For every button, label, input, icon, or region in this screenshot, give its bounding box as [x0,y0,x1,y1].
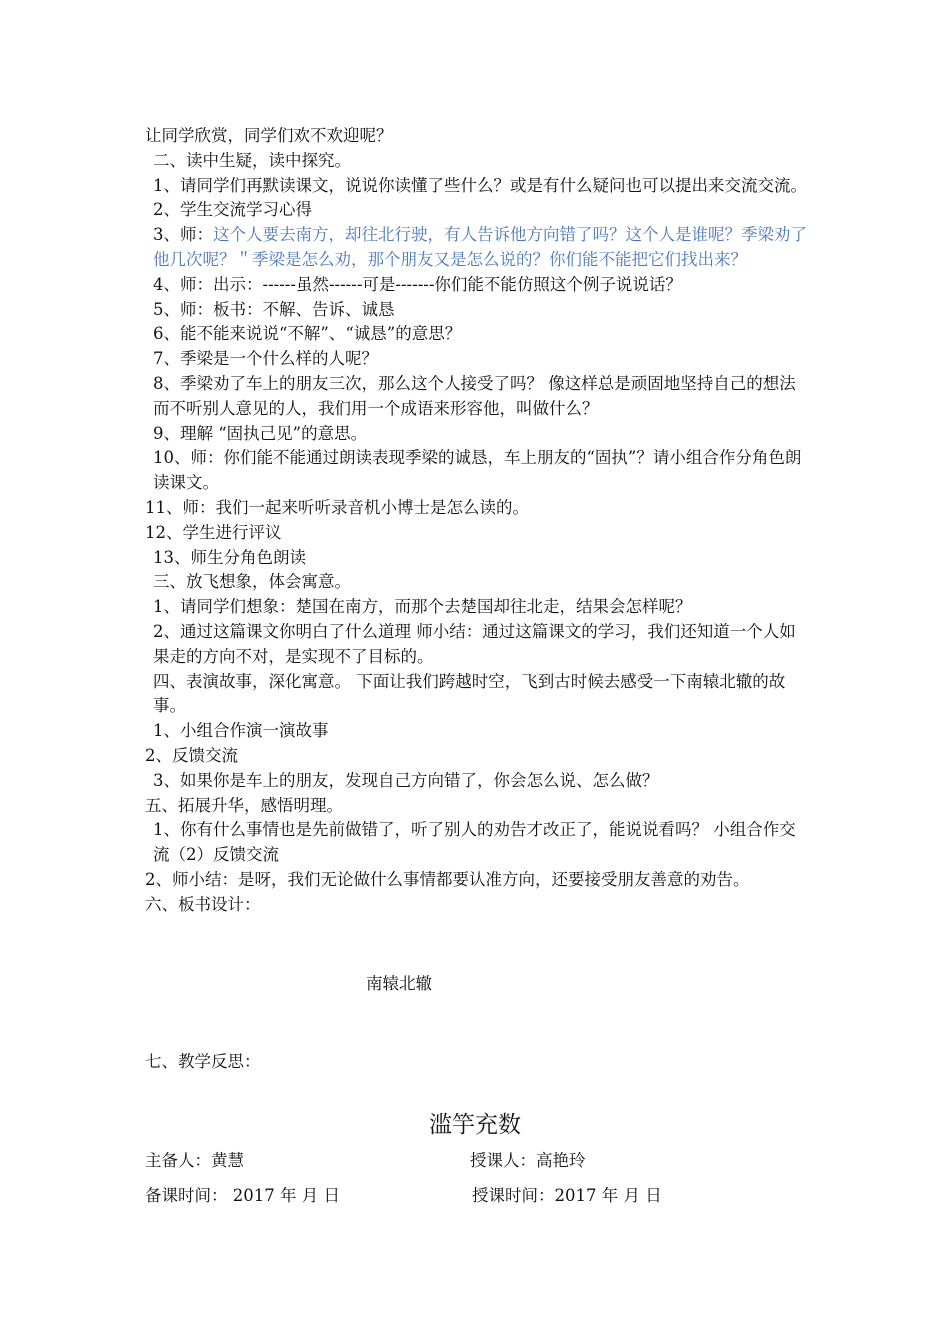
paragraph [145,769,810,794]
paragraph-text: 五、拓展升华，感悟明理。 [145,795,343,815]
paragraph [145,496,810,521]
highlighted-text: 这个人要去南方，却往北行驶，有人告诉他方向错了吗？这个人是谁呢？季梁劝了他几次呢？＂季梁是怎么劝，那个朋友又是怎么说的？你们能不能把它们找出来？ [153,225,807,269]
paragraph [145,298,810,323]
paragraph-text: 10、师：你们能不能通过朗读表现季梁的诚恳，车上朋友的“固执”？请小组合作分角色朗读课文。 [153,448,802,493]
paragraph-text: 三、放飞想象，体会寓意。 [153,572,351,592]
paragraph [145,322,810,347]
paragraph [145,174,810,199]
paragraph-text: 4、师：出示：------虽然------可是-------你们能不能仿照这个例子说说话？ [153,274,682,294]
paragraph-text: 3、师： [153,225,213,245]
paragraph-text: 12、学生进行评议 [145,522,282,542]
lesson-title: 滥竽充数 [429,1112,521,1138]
paragraph [145,595,810,620]
paragraph [145,198,810,223]
paragraph [145,546,810,571]
paragraph-text: 9、理解 “固执己见”的意思。 [153,423,368,443]
paragraph-text: 3、如果你是车上的朋友，发现自己方向错了，你会怎么说、怎么做？ [153,770,659,790]
paragraph [145,372,810,422]
paragraph [145,670,810,720]
paragraph-text: 1、你有什么事情也是先前做错了，听了别人的劝告才改正了，能说说看吗？ 小组合作交流（2）反馈交流 [153,820,796,865]
paragraph-text: 二、读中生疑，读中探究。 [153,150,351,170]
paragraph-text: 13、师生分角色朗读 [153,547,306,567]
paragraph-text: 7、季梁是一个什么样的人呢？ [153,349,378,369]
paragraph-text: 六、板书设计： [145,894,261,914]
paragraph-text: 1、请同学们想象：楚国在南方，而那个去楚国却往北走，结果会怎样呢？ [153,597,692,617]
paragraph [145,223,810,273]
paragraph [145,124,810,149]
paragraph-text: 2、学生交流学习心得 [153,200,312,220]
paragraph [145,149,810,174]
paragraph [145,794,810,819]
paragraph-text: 6、能不能来说说“不解”、“诚恳”的意思？ [153,324,462,344]
paragraph [145,719,810,744]
paragraph-text: 2、师小结：是呀，我们无论做什么事情都要认准方向，还要接受朋友善意的劝告。 [145,869,750,889]
paragraph-text: 2、通过这篇课文你明白了什么道理 师小结：通过这篇课文的学习，我们还知道一个人如果走的方向不对，是实现不了目标的。 [153,621,796,666]
paragraph [145,893,810,918]
board-design-title: 南辕北辙 [366,974,432,993]
paragraph-text: 1、小组合作演一演故事 [153,721,329,741]
paragraph-text: 8、季梁劝了车上的朋友三次，那么这个人接受了吗？ 像这样总是顽固地坚持自己的想法而不听别人意见的人，我们用一个成语来形容他，叫做什么？ [153,373,796,418]
paragraph [145,273,810,298]
paragraph-text: 四、表演故事，深化寓意。 下面让我们跨越时空，飞到古时候去感受一下南辕北辙的故事。 [153,671,786,716]
paragraph-text: 2、反馈交流 [145,745,238,765]
paragraph [145,446,810,496]
paragraph [145,422,810,447]
paragraph-text: 1、请同学们再默读课文，说说你读懂了些什么？或是有什么疑问也可以提出来交流交流。 [153,175,807,195]
teach-time-label: 授课时间：2017 年 月 日 [472,1186,662,1205]
paragraph [145,868,810,893]
paragraph [145,744,810,769]
paragraph [145,620,810,670]
teaching-reflection-heading: 七、教学反思： [145,1052,261,1071]
prep-time-label: 备课时间： 2017 年 月 日 [145,1186,340,1205]
paragraph-text: 让同学欣赏，同学们欢不欢迎呢？ [145,126,393,145]
paragraph-text: 5、师：板书：不解、告诉、诚恳 [153,299,395,319]
preparer-label: 主备人：黄慧 [145,1151,244,1170]
paragraph [145,818,810,868]
paragraph-text: 11、师：我们一起来听听录音机小博士是怎么读的。 [145,497,529,517]
lesson-plan-body [145,124,810,918]
teacher-label: 授课人：高艳玲 [470,1151,586,1170]
paragraph [145,570,810,595]
paragraph [145,521,810,546]
paragraph [145,347,810,372]
